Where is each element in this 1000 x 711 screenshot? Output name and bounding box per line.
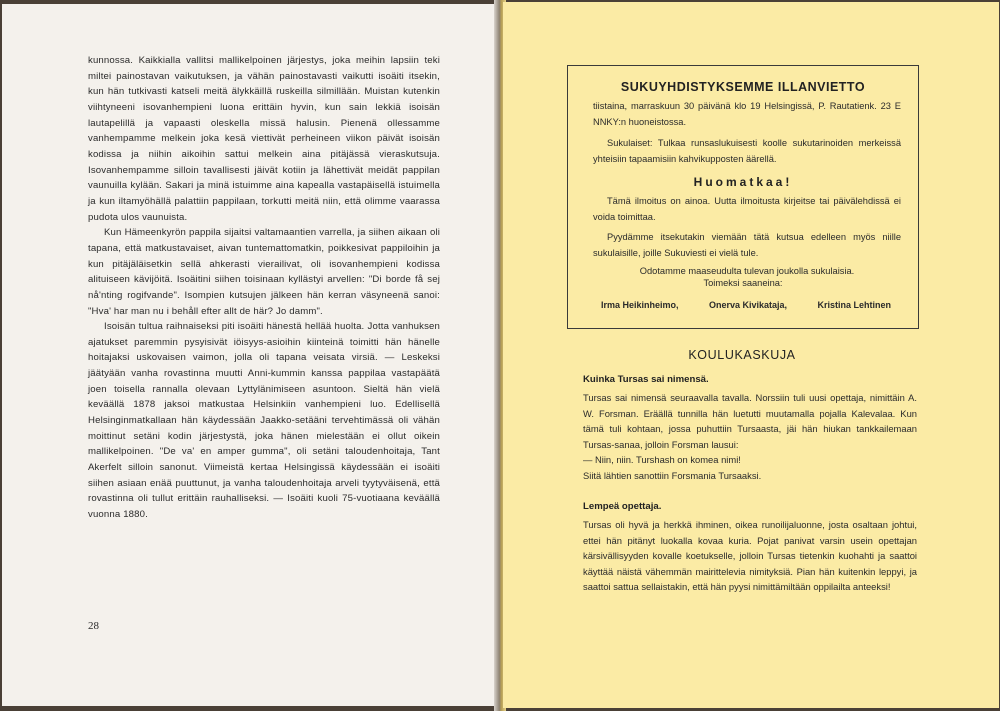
page-number: 28 <box>88 620 99 632</box>
notice-request: Pyydämme itsekutakin viemään tätä kutsua edelleen myös niille sukulaisille, joille Sukuviesti ei vielä tule. <box>593 232 901 258</box>
notice-expect: Odotamme maaseudulta tulevan joukolla sukulaisia. <box>639 266 855 276</box>
story1-text <box>583 390 917 484</box>
stories-title: KOULUKASKUJA <box>688 348 796 362</box>
notice-signers <box>601 300 891 310</box>
story2-paragraph: Tursas oli hyvä ja herkkä ihminen, oikea runoilijaluonne, josta osaltaan johtui, ettei hän pitänyt luokalla kovaa kuria. Pojat panivat varsin usein opettajan kärsivällisyyden kovalle koetukselle, jolloin Tursas tietenkin kuohahti ja saattoi käyttää näistä vähemmän mairittelevia nimityksiä. Pian hän kuitenkin leppyi, ja saattoi sattua sellaistakin, että hän pyysi nimittämiltään oppilailta anteeksi! <box>583 519 917 593</box>
notice-only: Tämä ilmoitus on ainoa. Uutta ilmoitusta kirjeitse tai päivälehdissä ei voida toimittaa. <box>593 196 901 222</box>
story1-quote: — Niin, niin. Turshash on komea nimi! <box>583 454 741 466</box>
signer-1: Irma Heikinheimo, <box>601 300 679 310</box>
notice-heading: Huomatkaa! <box>693 175 793 189</box>
story2-text <box>583 517 917 595</box>
story1-title: Kuinka Tursas sai nimensä. <box>583 374 709 385</box>
story1-paragraph: Tursas sai nimensä seuraavalla tavalla. Norssiin tuli uusi opettaja, nimittäin A. W. Forsman. Eräällä tunnilla hän luetutti muutamalla pojalla Kalevalaa. Kun tämä tuli kohtaan, jossa puhuttiin Tursaasta, jäi hän hiukan tankkailemaan Tursas-sanaa, jolloin Forsman lausui: <box>583 392 917 450</box>
signer-2: Onerva Kivikataja, <box>708 300 788 310</box>
signer-3: Kristina Lehtinen <box>817 300 891 310</box>
story1-ending: Siitä lähtien sanottiin Forsmania Tursaaksi. <box>583 469 762 481</box>
story2-title: Lempeä opettaja. <box>583 501 662 512</box>
notice-when-where: tiistaina, marraskuun 30 päivänä klo 19 Helsingissä, P. Rautatienk. 23 E NNKY:n huoneistossa. <box>593 101 901 127</box>
notice-signoff: Toimeksi saaneina: <box>703 278 783 288</box>
notice-title: SUKUYHDISTYKSEMME ILLANVIETTO <box>620 80 866 94</box>
left-paragraph-2: Kun Hämeenkyrön pappila sijaitsi valtamaantien varrella, ja siihen aikaan oli tapana, että matkustavaiset, aivan tuntemattomatkin, poikkesivat pappiloihin ja kun pitäjäläisetkin sellä ahkerasti vierailivat, oli isovanhempieni kodissa alituiseen kävijöitä. Isoäitini siihen toisinaan kyllästyi arvellen: "Di borde få sej nå'nting rogifvande". Isompien kutsujen jälkeen hän kerran väsyneenä sanoi: "Hva' har man nu i behåll efter allt de här? Jo damm". <box>88 227 440 317</box>
left-paragraph-1: kunnossa. Kaikkialla vallitsi mallikelpoinen järjestys, joka meihin lapsiin teki miltei painostavan vaikutuksen, ja vähän painostavasti vaikutti isoäiti itsekin, kun hän tutkivasti katseli meitä älykkäillä ruskeilla silmillään. Muistan kutenkin viihtyneeni isovanhempieni luona erittäin hyvin, kun sain lekkiä isoisän lautapelillä ja vapaasti oleskella missä halusin. Pienenä ollessamme vanhempamme melkein joka kesä viettivät perheineen viikon päivät isoisän kodissa ja niihin aikoihin sattui melkein aina pitäjässä vieraskutsuja. Isovanhempamme silloin tavallisesti jäivät kotiin ja lähettivät meidät pappilan vaunuilla kylään. Sakari ja minä istuimme aina kapealla vastapäisellä istuimella ja kun iltamyöhällä palattiin pappilaan, torkutti meitä niin, että olimme vaarassa pudota ulos vaunuista. <box>88 55 440 223</box>
left-page-text <box>88 53 440 523</box>
notice-box <box>567 65 919 329</box>
notice-invitation: Sukulaiset: Tulkaa runsaslukuisesti koolle sukutarinoiden merkeissä yhteisiin tapaamisiin kahvikupposten äärellä. <box>593 138 901 164</box>
left-paragraph-3: Isoisän tultua raihnaiseksi piti isoäiti hänestä hellää huolta. Jotta vanhuksen ajatukset paremmin pysyisivät iöisyys-asioihin kiinteinä toimitti hän hänelle hoitajaksi uskovaisen vaimon, jolla oli tapana veisata virsiä. — Leskeksi jäätyään vanha rovastinna muutti Anni-kummin kanssa pappilaa vastapäätä joen toisella rannalla olevaan Lyttylänimiseen asuntoon. Sieltä hän vielä keväällä 1878 jaksoi matkustaa Helsinkiin vanhempieni luo. Edellisellä Helsinginmatkallaan hän käydessään Jaakko-setääni tervehtimässä oli vähän moittinut setäni kodin järjestystä, joka hänen mielestään ei ollut oikein mallikelpoinen. "De va' en amper gumma", oli setäni taloudenhoitaja, Tant Akerfelt silloin sanonut. Viimeistä kertaa Helsingissä käydessään ei isoäiti siihen asiaan enää puuttunut, ja vanha taloudenhoitaja arveli tyytyväisenä, että rovastinna oli tullut erittäin rauhalliseksi. — Isoäiti kuoli 75-vuotiaana keväällä vuonna 1880. <box>88 321 440 521</box>
